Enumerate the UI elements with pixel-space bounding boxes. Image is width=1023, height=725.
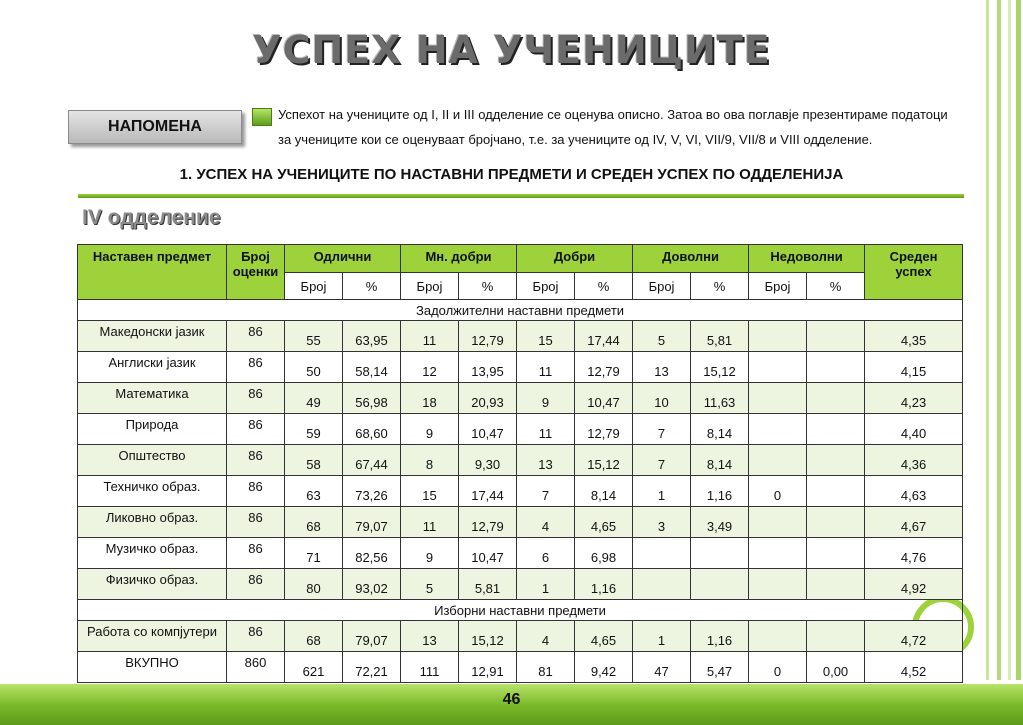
subheader-cell: Број <box>401 273 459 300</box>
table-row <box>78 569 963 600</box>
value-cell: 81 <box>517 652 575 683</box>
value-cell <box>807 414 865 445</box>
value-cell <box>633 538 691 569</box>
value-cell: 79,07 <box>343 621 401 652</box>
value-cell: 58 <box>285 445 343 476</box>
value-cell: 4,23 <box>865 383 963 414</box>
value-cell: 50 <box>285 352 343 383</box>
subheader-cell: % <box>807 273 865 300</box>
table-row <box>78 414 963 445</box>
value-cell <box>749 321 807 352</box>
table-row <box>78 538 963 569</box>
count-cell: 86 <box>227 414 285 445</box>
value-cell: 11 <box>517 352 575 383</box>
value-cell: 0 <box>749 652 807 683</box>
header-average <box>865 245 963 300</box>
value-cell: 4,35 <box>865 321 963 352</box>
table-row <box>78 621 963 652</box>
value-cell: 12,79 <box>575 352 633 383</box>
value-cell <box>749 538 807 569</box>
value-cell: 68,60 <box>343 414 401 445</box>
value-cell: 4,67 <box>865 507 963 538</box>
value-cell: 621 <box>285 652 343 683</box>
value-cell: 7 <box>517 476 575 507</box>
table-row <box>78 445 963 476</box>
value-cell <box>807 538 865 569</box>
value-cell: 8,14 <box>691 445 749 476</box>
subheader-cell: % <box>343 273 401 300</box>
header-subject: Наставен предмет <box>78 245 227 300</box>
value-cell: 13,95 <box>459 352 517 383</box>
note-line-1: Успехот на учениците од I, II и III одделение се оценува описно. Затоа во ова поглавје презентираме податоци <box>278 107 948 122</box>
value-cell: 1,16 <box>691 621 749 652</box>
table-row <box>78 652 963 683</box>
value-cell: 12,79 <box>459 321 517 352</box>
value-cell: 12 <box>401 352 459 383</box>
value-cell: 15,12 <box>459 621 517 652</box>
value-cell: 13 <box>401 621 459 652</box>
value-cell: 15 <box>517 321 575 352</box>
table-row <box>78 507 963 538</box>
value-cell: 4 <box>517 621 575 652</box>
page-title: УСПЕХ НА УЧЕНИЦИТЕ <box>252 28 771 72</box>
table-section-row <box>78 600 963 621</box>
subheader-cell: Број <box>749 273 807 300</box>
count-cell: 86 <box>227 621 285 652</box>
value-cell: 68 <box>285 621 343 652</box>
count-cell: 86 <box>227 507 285 538</box>
value-cell <box>807 476 865 507</box>
value-cell: 9 <box>401 538 459 569</box>
subject-cell: Македонски јазик <box>78 321 227 352</box>
value-cell: 8,14 <box>691 414 749 445</box>
grade-title: IV одделение <box>82 206 221 229</box>
count-cell: 86 <box>227 383 285 414</box>
value-cell <box>807 321 865 352</box>
value-cell <box>749 352 807 383</box>
value-cell: 17,44 <box>575 321 633 352</box>
count-cell: 860 <box>227 652 285 683</box>
value-cell <box>749 383 807 414</box>
subheader-cell: % <box>459 273 517 300</box>
subheader-cell: Број <box>633 273 691 300</box>
value-cell: 8 <box>401 445 459 476</box>
value-cell: 55 <box>285 321 343 352</box>
value-cell: 12,79 <box>575 414 633 445</box>
value-cell: 58,14 <box>343 352 401 383</box>
table-row <box>78 321 963 352</box>
value-cell: 49 <box>285 383 343 414</box>
value-cell: 13 <box>633 352 691 383</box>
count-cell: 86 <box>227 538 285 569</box>
subheader-cell: Број <box>517 273 575 300</box>
side-stripes-decoration <box>973 0 1023 680</box>
value-cell: 5 <box>633 321 691 352</box>
value-cell: 63 <box>285 476 343 507</box>
value-cell <box>749 621 807 652</box>
header-average-line2: успех <box>895 264 932 279</box>
value-cell: 11 <box>401 507 459 538</box>
value-cell: 4,63 <box>865 476 963 507</box>
value-cell: 9,42 <box>575 652 633 683</box>
subject-cell: Техничко образ. <box>78 476 227 507</box>
value-cell <box>807 352 865 383</box>
table-row <box>78 383 963 414</box>
value-cell: 5 <box>401 569 459 600</box>
value-cell: 17,44 <box>459 476 517 507</box>
count-cell: 86 <box>227 352 285 383</box>
header-average-line1: Среден <box>889 249 938 264</box>
value-cell: 4,76 <box>865 538 963 569</box>
value-cell: 1 <box>633 621 691 652</box>
subheader-cell: Број <box>285 273 343 300</box>
table-section-row <box>78 300 963 321</box>
value-cell: 4,72 <box>865 621 963 652</box>
value-cell <box>807 569 865 600</box>
value-cell: 1,16 <box>575 569 633 600</box>
value-cell: 67,44 <box>343 445 401 476</box>
value-cell: 82,56 <box>343 538 401 569</box>
value-cell: 11 <box>517 414 575 445</box>
value-cell: 4,52 <box>865 652 963 683</box>
value-cell: 47 <box>633 652 691 683</box>
count-cell: 86 <box>227 569 285 600</box>
value-cell: 15 <box>401 476 459 507</box>
subject-cell: Математика <box>78 383 227 414</box>
value-cell: 10,47 <box>459 538 517 569</box>
value-cell: 4,92 <box>865 569 963 600</box>
value-cell: 9 <box>517 383 575 414</box>
subject-cell: Работа со компјутери <box>78 621 227 652</box>
value-cell: 13 <box>517 445 575 476</box>
subject-cell: Ликовно образ. <box>78 507 227 538</box>
note-label-box <box>68 110 242 144</box>
header-very-good: Мн. добри <box>401 245 517 273</box>
subject-cell: Англиски јазик <box>78 352 227 383</box>
value-cell: 9,30 <box>459 445 517 476</box>
value-cell: 0,00 <box>807 652 865 683</box>
subject-cell: Природа <box>78 414 227 445</box>
value-cell: 8,14 <box>575 476 633 507</box>
value-cell: 20,93 <box>459 383 517 414</box>
value-cell: 0 <box>749 476 807 507</box>
value-cell: 10 <box>633 383 691 414</box>
count-cell: 86 <box>227 445 285 476</box>
header-count-line2: оценки <box>232 264 279 279</box>
value-cell: 1 <box>633 476 691 507</box>
value-cell: 72,21 <box>343 652 401 683</box>
count-cell: 86 <box>227 321 285 352</box>
value-cell: 9 <box>401 414 459 445</box>
value-cell: 111 <box>401 652 459 683</box>
value-cell: 4,15 <box>865 352 963 383</box>
value-cell: 15,12 <box>575 445 633 476</box>
header-count-line1: Број <box>241 249 270 264</box>
section-label: Задолжителни наставни предмети <box>78 300 963 321</box>
value-cell <box>749 414 807 445</box>
header-sufficient: Доволни <box>633 245 749 273</box>
value-cell: 5,81 <box>691 321 749 352</box>
value-cell: 4,65 <box>575 507 633 538</box>
subheader-cell: % <box>575 273 633 300</box>
value-cell: 12,79 <box>459 507 517 538</box>
section-divider <box>78 194 964 198</box>
subheader-cell: % <box>691 273 749 300</box>
value-cell: 63,95 <box>343 321 401 352</box>
value-cell: 7 <box>633 414 691 445</box>
value-cell: 12,91 <box>459 652 517 683</box>
value-cell: 11,63 <box>691 383 749 414</box>
note-line-2: за учениците кои се оценуваат бројчано, т.е. за учениците од IV, V, VI, VII/9, VII/8 и VIII одделение. <box>278 132 873 147</box>
header-good: Добри <box>517 245 633 273</box>
value-cell: 6 <box>517 538 575 569</box>
header-count <box>227 245 285 300</box>
value-cell <box>807 383 865 414</box>
value-cell: 18 <box>401 383 459 414</box>
value-cell: 5,47 <box>691 652 749 683</box>
value-cell <box>691 538 749 569</box>
subject-cell: Физичко образ. <box>78 569 227 600</box>
subject-cell: Музичко образ. <box>78 538 227 569</box>
value-cell <box>749 445 807 476</box>
count-cell: 86 <box>227 476 285 507</box>
section-label: Изборни наставни предмети <box>78 600 963 621</box>
value-cell: 59 <box>285 414 343 445</box>
value-cell: 68 <box>285 507 343 538</box>
value-cell: 93,02 <box>343 569 401 600</box>
value-cell: 10,47 <box>575 383 633 414</box>
grades-table <box>77 244 963 683</box>
value-cell: 56,98 <box>343 383 401 414</box>
grades-table-body <box>78 300 963 683</box>
value-cell: 15,12 <box>691 352 749 383</box>
value-cell: 6,98 <box>575 538 633 569</box>
section-heading: 1. УСПЕХ НА УЧЕНИЦИТЕ ПО НАСТАВНИ ПРЕДМЕТИ И СРЕДЕН УСПЕХ ПО ОДДЕЛЕНИЈА <box>179 166 844 183</box>
value-cell: 79,07 <box>343 507 401 538</box>
value-cell: 10,47 <box>459 414 517 445</box>
value-cell <box>691 569 749 600</box>
value-cell <box>749 569 807 600</box>
table-row <box>78 476 963 507</box>
value-cell: 11 <box>401 321 459 352</box>
value-cell: 4,36 <box>865 445 963 476</box>
value-cell: 4,65 <box>575 621 633 652</box>
value-cell: 4,40 <box>865 414 963 445</box>
value-cell <box>807 507 865 538</box>
green-square-bullet-icon <box>252 108 272 126</box>
value-cell: 1 <box>517 569 575 600</box>
value-cell: 5,81 <box>459 569 517 600</box>
value-cell: 3,49 <box>691 507 749 538</box>
table-row <box>78 352 963 383</box>
value-cell: 7 <box>633 445 691 476</box>
subject-cell: ВКУПНО <box>78 652 227 683</box>
note-label: НАПОМЕНА <box>108 118 202 135</box>
value-cell: 71 <box>285 538 343 569</box>
value-cell: 3 <box>633 507 691 538</box>
value-cell <box>807 445 865 476</box>
table-header-row <box>78 245 963 273</box>
note-text <box>278 102 978 152</box>
value-cell <box>633 569 691 600</box>
value-cell: 73,26 <box>343 476 401 507</box>
value-cell <box>749 507 807 538</box>
value-cell: 4 <box>517 507 575 538</box>
value-cell: 80 <box>285 569 343 600</box>
subject-cell: Општество <box>78 445 227 476</box>
value-cell: 1,16 <box>691 476 749 507</box>
page-number: 46 <box>502 691 521 708</box>
value-cell <box>807 621 865 652</box>
header-excellent: Одлични <box>285 245 401 273</box>
header-insufficient: Недоволни <box>749 245 865 273</box>
